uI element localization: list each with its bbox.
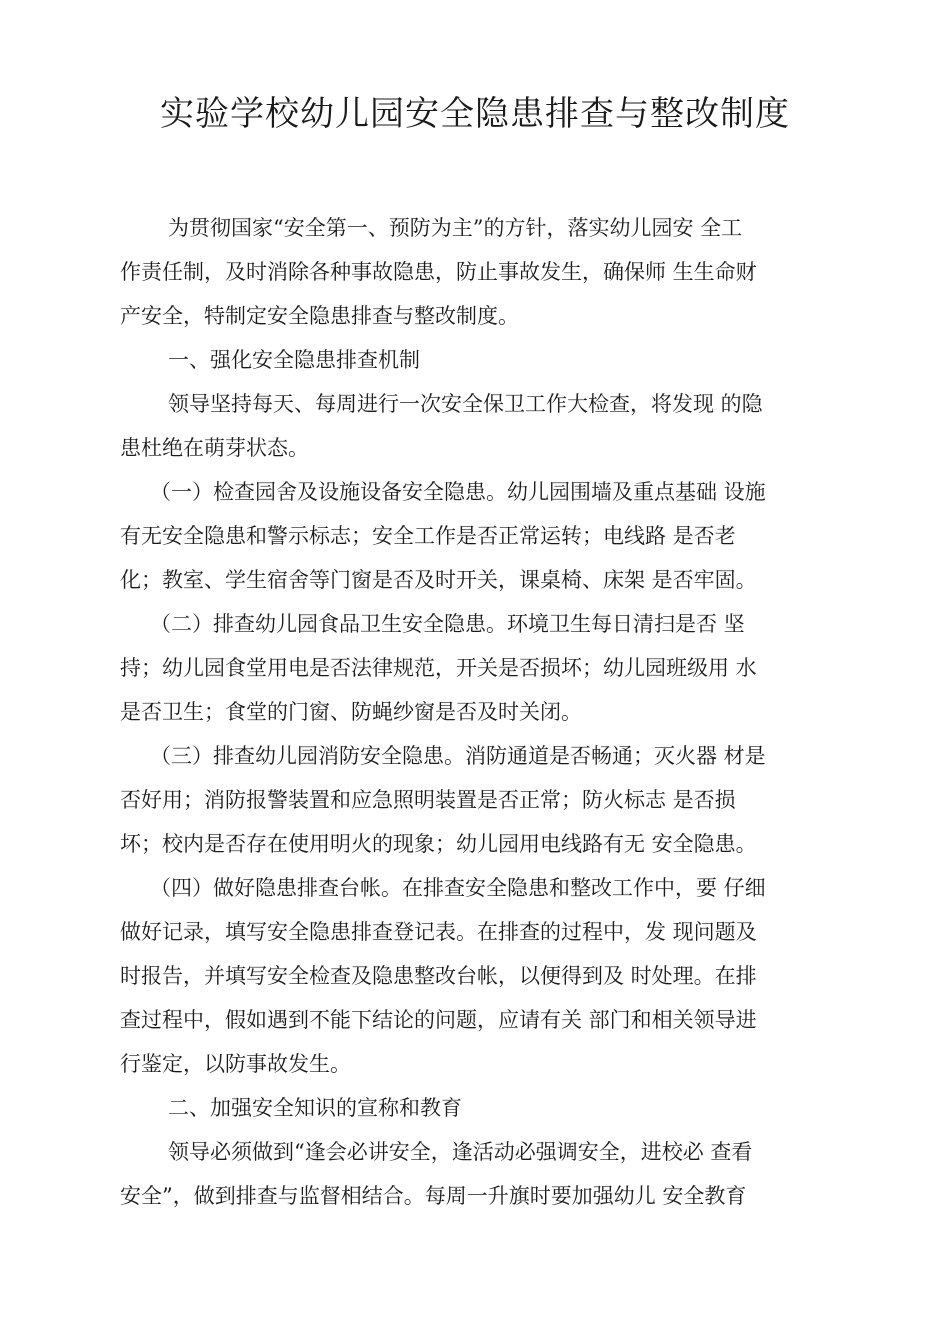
text-line: （四）做好隐患排查台帐。在排查安全隐患和整改工作中，要 仔细 (150, 876, 766, 900)
text-line: 持；幼儿园食堂用电是否法律规范，开关是否损坏；幼儿园班级用 水 (120, 656, 757, 680)
text-line: 领导必须做到“逢会必讲安全，逢活动必强调安全，进校必 查看 (168, 1140, 753, 1164)
text-line: 领导坚持每天、每周进行一次安全保卫工作大检查，将发现 的隐 (168, 392, 763, 416)
text-line: 一、强化安全隐患排查机制 (168, 348, 420, 372)
list-item-paragraph (120, 602, 840, 734)
text-line: 查过程中，假如遇到不能下结论的问题，应请有关 部门和相关领导进 (120, 1008, 757, 1032)
document-body (120, 206, 840, 1218)
text-line: （二）排查幼儿园食品卫生安全隐患。环境卫生每日清扫是否 坚 (150, 612, 745, 636)
text-line: 产安全，特制定安全隐患排查与整改制度。 (120, 304, 519, 328)
list-item-paragraph (120, 470, 840, 602)
text-line: 二、加强安全知识的宣称和教育 (168, 1096, 462, 1120)
text-line: 为贯彻国家“安全第一、预防为主”的方针，落实幼儿园安 全工 (168, 216, 743, 240)
text-line: 安全”，做到排查与监督相结合。每周一升旗时要加强幼儿 安全教育 (120, 1184, 747, 1208)
body-paragraph (120, 1130, 840, 1218)
body-paragraph (120, 206, 840, 338)
text-line: 坏；校内是否存在使用明火的现象；幼儿园用电线路有无 安全隐患。 (120, 832, 757, 856)
text-line: 患杜绝在萌芽状态。 (120, 436, 309, 460)
text-line: 做好记录，填写安全隐患排查登记表。在排查的过程中，发 现问题及 (120, 920, 757, 944)
document-title: 实验学校幼儿园安全隐患排查与整改制度 (160, 94, 790, 134)
text-line: （三）排查幼儿园消防安全隐患。消防通道是否畅通；灭火器 材是 (150, 744, 766, 768)
text-line: 化；教室、学生宿舍等门窗是否及时开关，课桌椅、床架 是否牢固。 (120, 568, 757, 592)
section-heading (120, 338, 840, 382)
section-heading (120, 1086, 840, 1130)
text-line: （一）检查园舍及设施设备安全隐患。幼儿园围墙及重点基础 设施 (150, 480, 766, 504)
text-line: 是否卫生；食堂的门窗、防蝇纱窗是否及时关闭。 (120, 700, 582, 724)
text-line: 行鉴定，以防事故发生。 (120, 1052, 351, 1076)
body-paragraph (120, 382, 840, 470)
list-item-paragraph (120, 734, 840, 866)
list-item-paragraph (120, 866, 840, 1086)
text-line: 时报告，并填写安全检查及隐患整改台帐，以便得到及 时处理。在排 (120, 964, 757, 988)
text-line: 有无安全隐患和警示标志；安全工作是否正常运转；电线路 是否老 (120, 524, 736, 548)
text-line: 否好用；消防报警装置和应急照明装置是否正常；防火标志 是否损 (120, 788, 736, 812)
text-line: 作责任制，及时消除各种事故隐患，防止事故发生，确保师 生生命财 (120, 260, 757, 284)
